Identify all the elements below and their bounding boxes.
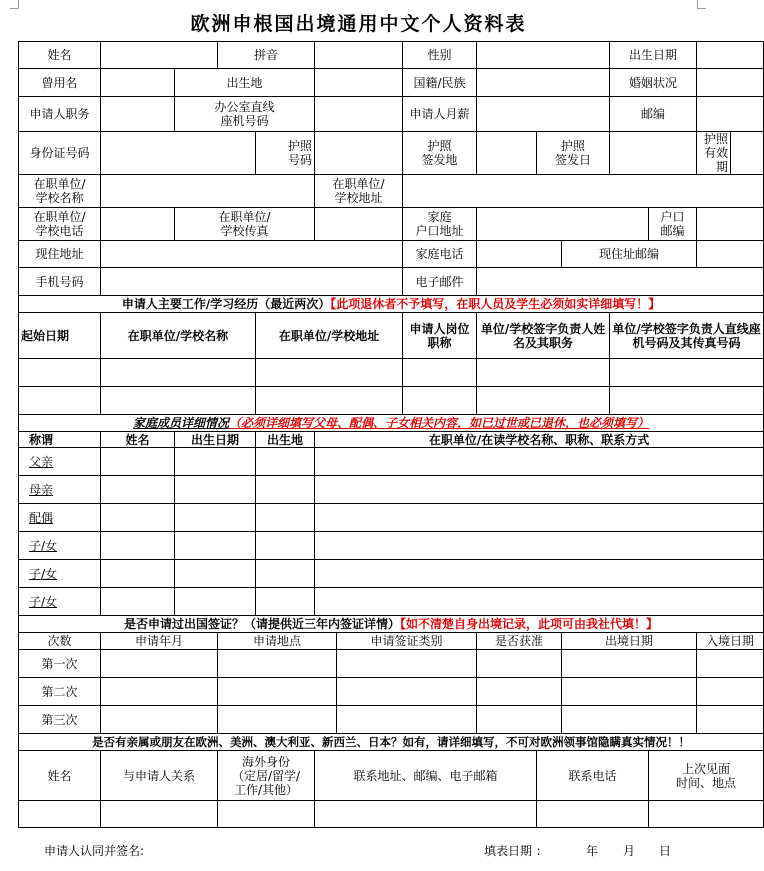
page-title: 欧洲申根国出境通用中文个人资料表 (190, 13, 527, 35)
fam-col-name: 姓名 (101, 432, 175, 448)
visa-cell[interactable] (477, 650, 562, 678)
passport-valid-label: 护照 有效期 (697, 132, 731, 175)
rel-col-identity: 海外身份 （定居/留学/ 工作/其他） (218, 751, 315, 801)
former-name-field[interactable] (101, 69, 175, 97)
pinyin-field[interactable] (315, 42, 403, 69)
wh-col-title: 申请人岗位职称 (403, 313, 477, 359)
wh-cell[interactable] (403, 359, 477, 387)
position-field[interactable] (101, 97, 175, 132)
signature-label: 申请人认同并签名: (44, 844, 145, 858)
fam-col-birthplace: 出生地 (256, 432, 315, 448)
visa-cell[interactable] (218, 706, 337, 734)
wh-cell[interactable] (256, 387, 403, 415)
rel-cell[interactable] (101, 801, 218, 828)
visa-cell[interactable] (477, 678, 562, 706)
name-label: 姓名 (19, 42, 101, 69)
current-zip-label: 现住址邮编 (562, 241, 697, 268)
current-zip-field[interactable] (697, 241, 764, 268)
home-phone-label: 家庭电话 (403, 241, 477, 268)
fam-cell[interactable] (315, 504, 764, 532)
family-heading: 家庭成员详细情况（必须详细填写父母、配偶、子女相关内容，如已过世或已退休，也必须填写） (19, 415, 764, 432)
birth-date-field[interactable] (697, 42, 764, 69)
hukou-zip-label: 户口 邮编 (649, 208, 697, 241)
fam-cell[interactable] (175, 448, 256, 476)
home-addr-field[interactable] (477, 208, 649, 241)
fam-cell[interactable] (101, 504, 175, 532)
fam-cell[interactable] (101, 560, 175, 588)
wh-col-signer-phone: 单位/学校签字负责人直线座机号码及其传真号码 (610, 313, 764, 359)
home-phone-field[interactable] (477, 241, 562, 268)
marital-field[interactable] (697, 69, 764, 97)
rel-col-last-meet: 上次见面 时间、地点 (649, 751, 764, 801)
birth-date-label: 出生日期 (610, 42, 697, 69)
fam-cell[interactable] (315, 588, 764, 616)
fam-cell[interactable] (256, 588, 315, 616)
visa-col-count: 次数 (19, 633, 101, 650)
fam-relation: 子/女 (19, 588, 101, 616)
email-label: 电子邮件 (403, 268, 477, 296)
pinyin-label: 拼音 (218, 42, 315, 69)
rel-col-contact: 联系地址、邮编、电子邮箱 (315, 751, 537, 801)
visa-cell[interactable] (218, 650, 337, 678)
visa-cell[interactable] (562, 650, 697, 678)
email-field[interactable] (477, 268, 764, 296)
visa-cell[interactable] (337, 650, 477, 678)
fam-cell[interactable] (315, 560, 764, 588)
wh-col-signer: 单位/学校签字负责人姓名及其职务 (477, 313, 610, 359)
office-phone-field[interactable] (315, 97, 403, 132)
fam-col-work: 在职单位/在读学校名称、职称、联系方式 (315, 432, 764, 448)
rel-cell[interactable] (218, 801, 315, 828)
visa-note: 【如不清楚自身出境记录，此项可由我社代填！】 (400, 617, 659, 631)
current-addr-label: 现住地址 (19, 241, 101, 268)
zip-field[interactable] (697, 97, 764, 132)
visa-cell[interactable] (477, 706, 562, 734)
date-year: 年 (586, 844, 599, 858)
wh-cell[interactable] (101, 359, 256, 387)
fam-cell[interactable] (315, 448, 764, 476)
visa-cell[interactable] (697, 678, 764, 706)
gender-field[interactable] (477, 42, 610, 69)
fam-cell[interactable] (256, 532, 315, 560)
fam-cell[interactable] (315, 532, 764, 560)
visa-cell[interactable] (697, 706, 764, 734)
fam-cell[interactable] (101, 588, 175, 616)
position-label: 申请人职务 (19, 97, 101, 132)
mobile-label: 手机号码 (19, 268, 101, 296)
birth-place-label: 出生地 (175, 69, 315, 97)
name-field[interactable] (101, 42, 218, 69)
work-addr-field[interactable] (403, 175, 764, 208)
work-phone-field[interactable] (101, 208, 175, 241)
visa-col-entry: 入境日期 (697, 633, 764, 650)
work-fax-field[interactable] (315, 208, 403, 241)
visa-cell[interactable] (337, 706, 477, 734)
fam-relation: 配偶 (19, 504, 101, 532)
wh-col-org-name: 在职单位/学校名称 (101, 313, 256, 359)
fam-col-relation: 称谓 (19, 432, 101, 448)
fam-col-birth: 出生日期 (175, 432, 256, 448)
birth-place-field[interactable] (315, 69, 403, 97)
fam-cell[interactable] (256, 448, 315, 476)
id-no-field[interactable] (101, 132, 256, 175)
date-month: 月 (623, 844, 636, 858)
marital-label: 婚姻状况 (610, 69, 697, 97)
visa-col-exit: 出境日期 (562, 633, 697, 650)
fam-relation: 父亲 (19, 448, 101, 476)
visa-cell[interactable] (337, 678, 477, 706)
work-history-note: 【此项退休者不予填写，在职人员及学生必须如实详细填写！】 (330, 297, 661, 311)
nationality-field[interactable] (477, 69, 610, 97)
wh-cell[interactable] (477, 387, 610, 415)
rel-cell[interactable] (649, 801, 764, 828)
visa-cell[interactable] (101, 650, 218, 678)
fam-cell[interactable] (315, 476, 764, 504)
fam-cell[interactable] (175, 504, 256, 532)
family-note: （必须详细填写父母、配偶、子女相关内容，如已过世或已退休，也必须填写） (229, 416, 650, 430)
visa-col-place: 申请地点 (218, 633, 337, 650)
salary-field[interactable] (477, 97, 610, 132)
fam-cell[interactable] (256, 504, 315, 532)
mobile-field[interactable] (101, 268, 403, 296)
wh-cell[interactable] (101, 387, 256, 415)
work-history-heading: 申请人主要工作/学习经历（最近两次）【此项退休者不予填写，在职人员及学生必须如实详细填写！】 (19, 296, 764, 313)
wh-col-org-addr: 在职单位/学校地址 (256, 313, 403, 359)
zip-label: 邮编 (610, 97, 697, 132)
wh-cell[interactable] (403, 387, 477, 415)
passport-date-field[interactable] (610, 132, 697, 175)
work-phone-label: 在职单位/ 学校电话 (19, 208, 101, 241)
wh-cell[interactable] (256, 359, 403, 387)
fam-cell[interactable] (256, 560, 315, 588)
rel-col-name: 姓名 (19, 751, 101, 801)
corner-mark-left (10, 0, 19, 9)
work-addr-label: 在职单位/ 学校地址 (315, 175, 403, 208)
rel-cell[interactable] (315, 801, 537, 828)
office-phone-label: 办公室直线 座机号码 (175, 97, 315, 132)
work-name-field[interactable] (101, 175, 315, 208)
visa-row-label: 第一次 (19, 650, 101, 678)
visa-row-label: 第二次 (19, 678, 101, 706)
visa-cell[interactable] (101, 678, 218, 706)
passport-place-label: 护照 签发地 (403, 132, 477, 175)
wh-cell[interactable] (19, 359, 101, 387)
fam-cell[interactable] (101, 532, 175, 560)
personal-info-form (18, 41, 764, 828)
fam-relation: 子/女 (19, 560, 101, 588)
wh-col-start-date: 起始日期 (19, 313, 101, 359)
work-name-label: 在职单位/ 学校名称 (19, 175, 101, 208)
home-addr-label: 家庭 户口地址 (403, 208, 477, 241)
fill-date-label: 填表日期 ： (484, 844, 548, 858)
rel-cell[interactable] (537, 801, 649, 828)
visa-row-label: 第三次 (19, 706, 101, 734)
fam-cell[interactable] (175, 532, 256, 560)
corner-mark-right (697, 0, 706, 9)
visa-heading: 是否申请过出国签证？（请提供近三年内签证详情）【如不清楚自身出境记录，此项可由我社代填！】 (19, 616, 764, 633)
passport-date-label: 护照 签发日 (537, 132, 610, 175)
wh-cell[interactable] (19, 387, 101, 415)
visa-col-approved: 是否获准 (477, 633, 562, 650)
current-addr-field[interactable] (101, 241, 403, 268)
visa-col-type: 申请签证类别 (337, 633, 477, 650)
former-name-label: 曾用名 (19, 69, 101, 97)
visa-cell[interactable] (562, 706, 697, 734)
nationality-label: 国籍/民族 (403, 69, 477, 97)
passport-no-label: 护照 号码 (256, 132, 315, 175)
rel-col-relation: 与申请人关系 (101, 751, 218, 801)
salary-label: 申请人月薪 (403, 97, 477, 132)
wh-cell[interactable] (610, 359, 764, 387)
wh-cell[interactable] (610, 387, 764, 415)
fam-cell[interactable] (175, 560, 256, 588)
passport-no-field[interactable] (315, 132, 403, 175)
date-day: 日 (659, 844, 672, 858)
passport-valid-field[interactable] (731, 132, 764, 175)
visa-cell[interactable] (562, 678, 697, 706)
rel-col-phone: 联系电话 (537, 751, 649, 801)
visa-cell[interactable] (697, 650, 764, 678)
visa-cell[interactable] (218, 678, 337, 706)
fam-cell[interactable] (175, 476, 256, 504)
fam-relation: 母亲 (19, 476, 101, 504)
hukou-zip-field[interactable] (697, 208, 764, 241)
visa-col-month: 申请年月 (101, 633, 218, 650)
fam-cell[interactable] (101, 476, 175, 504)
passport-place-field[interactable] (477, 132, 537, 175)
fam-cell[interactable] (101, 448, 175, 476)
gender-label: 性别 (403, 42, 477, 69)
relatives-heading: 是否有亲属或朋友在欧洲、美洲、澳大利亚、新西兰、日本？如有，请详细填写，不可对欧洲领事馆隐瞒真实情况！！ (19, 734, 764, 751)
id-no-label: 身份证号码 (19, 132, 101, 175)
fam-cell[interactable] (256, 476, 315, 504)
fam-cell[interactable] (175, 588, 256, 616)
work-fax-label: 在职单位/ 学校传真 (175, 208, 315, 241)
rel-cell[interactable] (19, 801, 101, 828)
fam-relation: 子/女 (19, 532, 101, 560)
visa-cell[interactable] (101, 706, 218, 734)
wh-cell[interactable] (477, 359, 610, 387)
